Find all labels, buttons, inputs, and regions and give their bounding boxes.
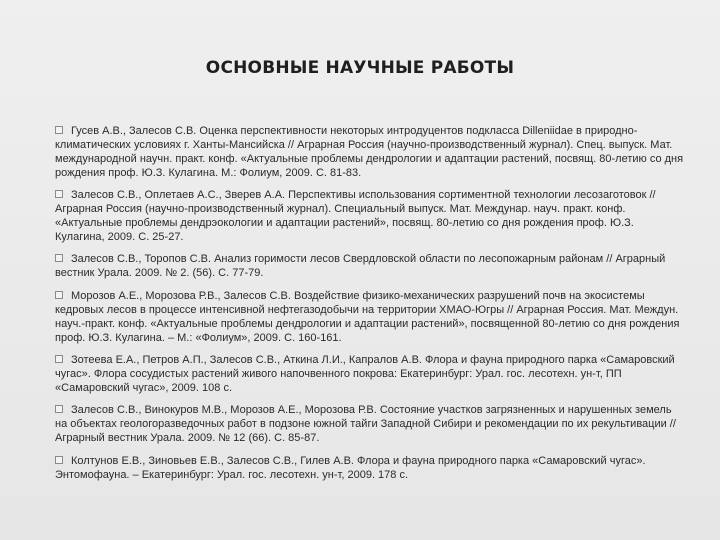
work-item <box>55 189 685 245</box>
work-item <box>55 125 685 181</box>
work-text: Залесов С.В., Оплетаев А.С., Зверев А.А. Перспективы использования сортиментной технологии лесозаготовок // Аграрная Россия (научно-производственный журнал). Специальный выпуск. Мат. Междунар. науч. практ. конф. «Актуальные проблемы дендрэокологии и адаптации растений», посвящ. 80-летию со дня рождения проф. Ю.З. Кулагина, 2009. С. 25-27. <box>55 189 656 243</box>
square-bullet-icon <box>55 254 63 262</box>
page-title: ОСНОВНЫЕ НАУЧНЫЕ РАБОТЫ <box>205 58 515 78</box>
square-bullet-icon <box>55 291 63 299</box>
square-bullet-icon <box>55 405 63 413</box>
work-text: Колтунов Е.В., Зиновьев Е.В., Залесов С.В., Гилев А.В. Флора и фауна природного парка «Самаровский чугас». Энтомофауна. – Екатеринбург: Урал. гос. лесотехн. ун-т, 2009. 178 с. <box>55 454 646 481</box>
work-text: Гусев А.В., Залесов С.В. Оценка перспективности некоторых интродуцентов подкласса Dilleniidae в природно-климатических условиях г. Ханты-Мансийска // Аграрная Россия (научно-производственный журнал). Спец. выпуск. Мат. международной научн. практ. конф. «Актуальные проблемы дендрологии и адаптации растений, посвящ. 80-летию со дня рождения проф. Ю.З. Кулагина. М.: Фолиум, 2009. С. 81-83. <box>55 125 684 179</box>
work-text: Залесов С.В., Торопов С.В. Анализ горимости лесов Свердловской области по лесопожарным районам // Аграрный вестник Урала. 2009. № 2. (56). С. 77-79. <box>55 253 666 280</box>
work-text: Зотеева Е.А., Петров А.П., Залесов С.В., Аткина Л.И., Капралов А.В. Флора и фауна природного парка «Самаровский чугас». Флора сосудистых растений живого напочвенного покрова: Екатеринбург: Урал. гос. лесотехн. ун-т, ПП «Самаровский чугас», 2009. 108 с. <box>55 354 675 394</box>
work-item <box>55 354 685 396</box>
work-text: Залесов С.В., Винокуров М.В., Морозов А.Е., Морозова Р.В. Состояние участков загрязненных и нарушенных земель на объектах геологоразведочных работ в подзоне южной тайги Западной Сибири и рекомендации по их рекультивации // Аграрный вестник Урала. 2009. № 12 (66). С. 85-87. <box>55 404 676 445</box>
work-item <box>55 455 685 483</box>
work-item <box>55 253 685 281</box>
works-list <box>55 125 685 491</box>
work-text: Морозов А.Е., Морозова Р.В., Залесов С.В. Воздействие физико-механических разрушений почв на экосистемы кедровых лесов в процессе интенсивной нефтегазодобычи на территории ХМАО-Югры // Аграрная Россия. Мат. Междун. науч.-практ. конф. «Актуальные проблемы дендрологии и адаптации растений», посвященной 80-летию со дня рождения проф. Ю.З. Кулагина. – М.: «Фолиум», 2009. С. 160-161. <box>55 289 680 344</box>
square-bullet-icon <box>55 355 63 363</box>
square-bullet-icon <box>55 126 63 134</box>
square-bullet-icon <box>55 456 63 464</box>
work-item <box>55 290 685 346</box>
square-bullet-icon <box>55 190 63 198</box>
work-item <box>55 404 685 446</box>
